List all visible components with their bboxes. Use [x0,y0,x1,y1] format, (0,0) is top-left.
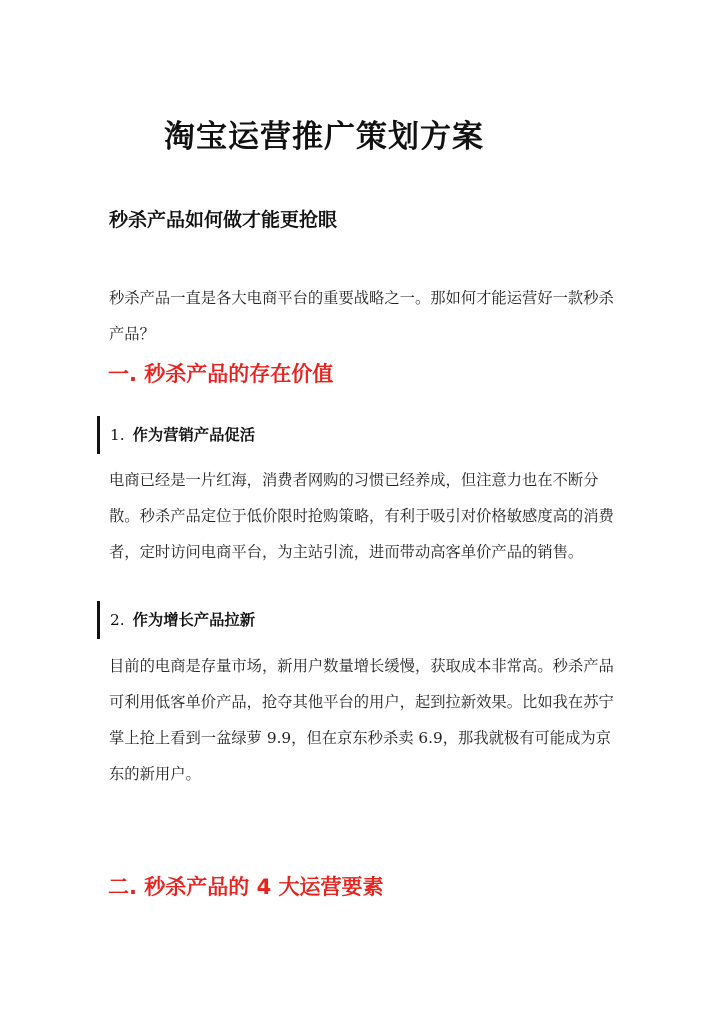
sub-item-number: 2. [110,611,125,629]
document-subtitle: 秒杀产品如何做才能更抢眼 [109,209,338,231]
section-heading-1: 一. 秒杀产品的存在价值 [108,362,334,386]
section-heading-2: 二. 秒杀产品的 4 大运营要素 [108,875,384,899]
sub-item-marker [97,601,100,639]
document-title: 淘宝运营推广策划方案 [164,118,484,155]
sub-item-heading [110,606,255,634]
intro-paragraph: 秒杀产品一直是各大电商平台的重要战略之一。那如何才能运营好一款秒杀产品？ [109,289,614,343]
sub-item-marker [97,416,100,454]
sub-item-number: 1. [110,426,125,444]
paragraph-1: 电商已经是一片红海，消费者网购的习惯已经养成，但注意力也在不断分散。秒杀产品定位于低价限时抢购策略，有利于吸引对价格敏感度高的消费者，定时访问电商平台，为主站引流，进而带动高客单价产品的销售。 [109,471,614,561]
sub-item-label: 作为营销产品促活 [132,426,255,444]
sub-item-1 [97,416,617,454]
sub-item-label: 作为增长产品拉新 [132,611,255,629]
sub-item-2 [97,601,617,639]
paragraph-2: 目前的电商是存量市场，新用户数量增长缓慢，获取成本非常高。秒杀产品可利用低客单价产品，抢夺其他平台的用户，起到拉新效果。比如我在苏宁掌上抢上看到一盆绿萝 9.9，但在京东秒杀卖 6.9，那我就极有可能成为京东的新用户。 [109,657,614,783]
sub-item-heading [110,421,255,449]
